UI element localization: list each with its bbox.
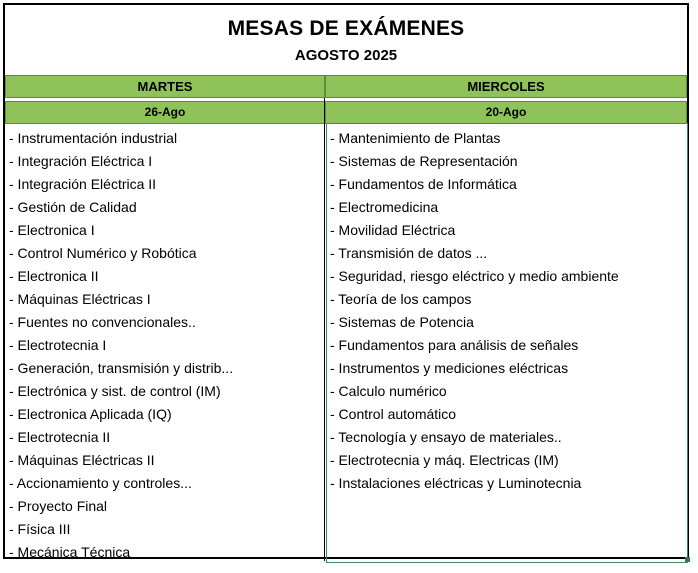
subject-item-wednesday[interactable]: - Calculo numérico	[330, 383, 447, 399]
subject-item-tuesday[interactable]: - Mecánica Técnica	[9, 544, 131, 560]
day-header-tuesday[interactable]: MARTES	[5, 75, 325, 98]
fill-handle[interactable]	[685, 557, 690, 562]
subject-item-tuesday[interactable]: - Control Numérico y Robótica	[9, 245, 197, 261]
subject-list-tuesday	[9, 127, 321, 564]
subject-item-tuesday[interactable]: - Física III	[9, 521, 71, 537]
date-header-wednesday[interactable]: 20-Ago	[325, 101, 687, 124]
subject-item-tuesday[interactable]: - Instrumentación industrial	[9, 130, 178, 146]
subject-item-tuesday[interactable]: - Electronica Aplicada (IQ)	[9, 406, 172, 422]
subject-item-tuesday[interactable]: - Integración Eléctrica I	[9, 153, 153, 169]
subject-item-tuesday[interactable]: - Electrotecnia I	[9, 337, 107, 353]
page-subtitle: AGOSTO 2025	[294, 47, 398, 64]
subject-item-wednesday[interactable]: - Electromedicina	[330, 199, 439, 215]
subject-item-wednesday[interactable]: - Fundamentos para análisis de señales	[330, 337, 579, 353]
subject-item-wednesday[interactable]: - Instrumentos y mediciones eléctricas	[330, 360, 569, 376]
subject-item-wednesday[interactable]: - Tecnología y ensayo de materiales..	[330, 429, 562, 445]
subject-item-wednesday[interactable]: - Movilidad Eléctrica	[330, 222, 456, 238]
subject-item-tuesday[interactable]: - Electrónica y sist. de control (IM)	[9, 383, 221, 399]
subject-item-tuesday[interactable]: - Electrotecnia II	[9, 429, 111, 445]
day-header-wednesday[interactable]: MIERCOLES	[325, 75, 687, 98]
subject-item-wednesday[interactable]: - Electrotecnia y máq. Electricas (IM)	[330, 452, 559, 468]
subject-item-wednesday[interactable]: - Seguridad, riesgo eléctrico y medio ambiente	[330, 268, 619, 284]
subject-list-wednesday	[330, 127, 685, 495]
subject-item-tuesday[interactable]: - Integración Eléctrica II	[9, 176, 157, 192]
subject-item-tuesday[interactable]: - Máquinas Eléctricas I	[9, 291, 151, 307]
subject-item-wednesday[interactable]: - Instalaciones eléctricas y Luminotecnia	[330, 475, 582, 491]
exam-schedule-sheet	[3, 3, 689, 559]
column-divider	[324, 98, 325, 561]
subject-item-tuesday[interactable]: - Electronica II	[9, 268, 99, 284]
date-header-tuesday[interactable]: 26-Ago	[5, 101, 325, 124]
subject-item-tuesday[interactable]: - Generación, transmisión y distrib...	[9, 360, 234, 376]
subject-item-tuesday[interactable]: - Fuentes no convencionales..	[9, 314, 196, 330]
subject-item-wednesday[interactable]: - Sistemas de Potencia	[330, 314, 474, 330]
subject-item-tuesday[interactable]: - Electronica I	[9, 222, 95, 238]
subject-item-tuesday[interactable]: - Accionamiento y controles...	[9, 475, 192, 491]
subject-item-wednesday[interactable]: - Transmisión de datos ...	[330, 245, 488, 261]
subject-item-wednesday[interactable]: - Sistemas de Representación	[330, 153, 518, 169]
page-title: MESAS DE EXÁMENES	[227, 17, 465, 40]
subject-item-wednesday[interactable]: - Control automático	[330, 406, 457, 422]
subject-item-wednesday[interactable]: - Mantenimiento de Plantas	[330, 130, 501, 146]
subject-item-wednesday[interactable]: - Teoría de los campos	[330, 291, 472, 307]
subject-item-tuesday[interactable]: - Gestión de Calidad	[9, 199, 137, 215]
subject-item-tuesday[interactable]: - Máquinas Eléctricas II	[9, 452, 155, 468]
subject-item-wednesday[interactable]: - Fundamentos de Informática	[330, 176, 517, 192]
subject-item-tuesday[interactable]: - Proyecto Final	[9, 498, 108, 514]
